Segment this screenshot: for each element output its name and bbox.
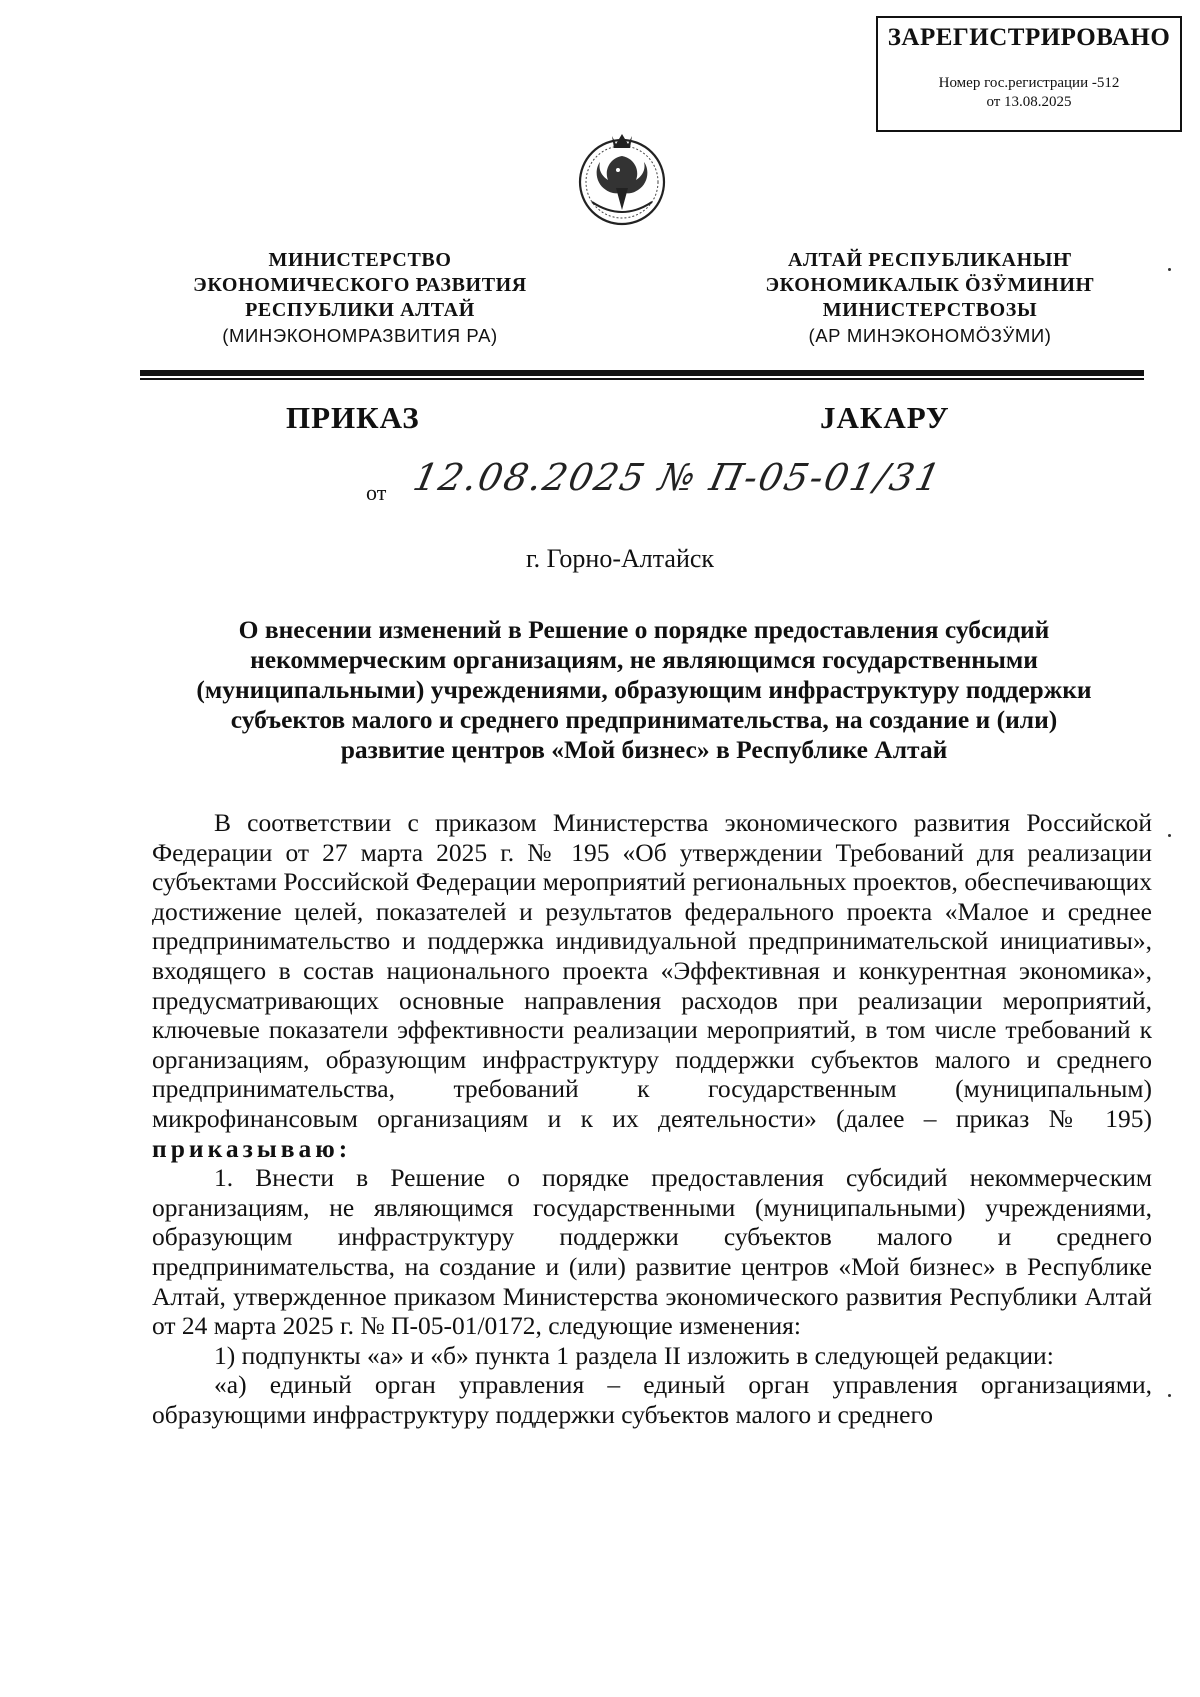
title-line: субъектов малого и среднего предпринимательства, на создание и (или) — [230, 705, 1058, 734]
title-line: О внесении изменений в Решение о порядке предоставления субсидий — [238, 615, 1050, 644]
registration-number: Номер гос.регистрации -512 — [938, 75, 1120, 91]
ministry-name-line: МИНИСТЕРСТВОЗЫ — [822, 299, 1038, 321]
ministry-name-line: АЛТАЙ РЕСПУБЛИКАНЫҤ — [787, 249, 1073, 271]
ministry-name-russian — [160, 248, 560, 348]
item-1-paragraph: 1. Внести в Решение о порядке предоставления субсидий некоммерческим организациям, не являющимся государственными (муниципальными) учреждениями, образующим инфраструктуру поддержки субъектов малого и среднего предпринимательства, на создание и (или) развитие центров «Мой бизнес» в Республике Алтай, утвержденное приказом Министерства экономического развития Республики Алтай от 24 марта 2025 г. № П-05-01/0172, следующие изменения: — [152, 1163, 1152, 1341]
scan-speck — [1168, 268, 1171, 271]
scan-speck — [1168, 834, 1171, 837]
order-word-altai: ЈАКАРУ — [820, 400, 950, 435]
date-prefix: от — [366, 480, 387, 505]
document-title — [144, 615, 1144, 765]
title-line: (муниципальными) учреждениями, образующим инфраструктуру поддержки — [196, 675, 1092, 704]
title-line: некоммерческим организациям, не являющимся государственными — [250, 645, 1038, 674]
title-line: развитие центров «Мой бизнес» в Республике Алтай — [340, 735, 948, 764]
coat-of-arms-emblem-icon — [572, 130, 672, 226]
ministry-abbreviation: (МИНЭКОНОМРАЗВИТИЯ РА) — [222, 325, 498, 346]
subitem-1-paragraph: 1) подпункты «а» и «б» пункта 1 раздела II изложить в следующей редакции: — [214, 1340, 1054, 1370]
ministry-name-altai — [730, 248, 1130, 348]
header-divider-thick — [140, 370, 1144, 376]
registration-stamp-title: ЗАРЕГИСТРИРОВАНО — [887, 24, 1171, 51]
registration-stamp — [876, 16, 1182, 132]
ministry-abbreviation: (АР МИНЭКОНОМӦЗӰМИ) — [808, 325, 1052, 346]
quote-a-paragraph: «а) единый орган управления – единый орган управления организациями, образующими инфраструктуру поддержки субъектов малого и среднего — [152, 1370, 1152, 1429]
order-word-russian: ПРИКАЗ — [286, 400, 420, 435]
ministry-name-line: МИНИСТЕРСТВО — [268, 249, 452, 271]
registration-date: от 13.08.2025 — [986, 94, 1072, 110]
document-body — [152, 808, 1152, 1429]
city-line: г. Горно-Алтайск — [525, 544, 715, 573]
handwritten-date-number: 12.08.2025 № П-05-01/31 — [409, 456, 946, 499]
ministry-name-line: ЭКОНОМИКАЛЫК ӦЗӰМИНИҤ — [765, 274, 1095, 296]
ministry-name-line: РЕСПУБЛИКИ АЛТАЙ — [245, 299, 475, 321]
order-verb: приказываю: — [152, 1133, 352, 1163]
scan-speck — [1168, 1394, 1171, 1397]
preamble-text: В соответствии с приказом Министерства экономического развития Российской Федерации от 27 марта 2025 г. № 195 «Об утверждении Требований для реализации субъектами Российской Федерации мероприятий региональных проектов, обеспечивающих достижение целей, показателей и результатов федерального проекта «Малое и среднее предпринимательство и поддержка индивидуальной предпринимательской инициативы», входящего в состав национального проекта «Эффективная и конкурентная экономика», предусматривающих основные направления расходов при реализации мероприятий, ключевые показатели эффективности реализации мероприятий, в том числе требований к организациям, образующим инфраструктуру поддержки субъектов малого и среднего предпринимательства, требований к государственным (муниципальным) микрофинансовым организациям и к их деятельности» (далее – приказ № 195) — [152, 808, 1152, 1133]
ministry-name-line: ЭКОНОМИЧЕСКОГО РАЗВИТИЯ — [193, 274, 527, 296]
header-divider-thin — [140, 378, 1144, 380]
preamble-paragraph — [152, 808, 1152, 1163]
